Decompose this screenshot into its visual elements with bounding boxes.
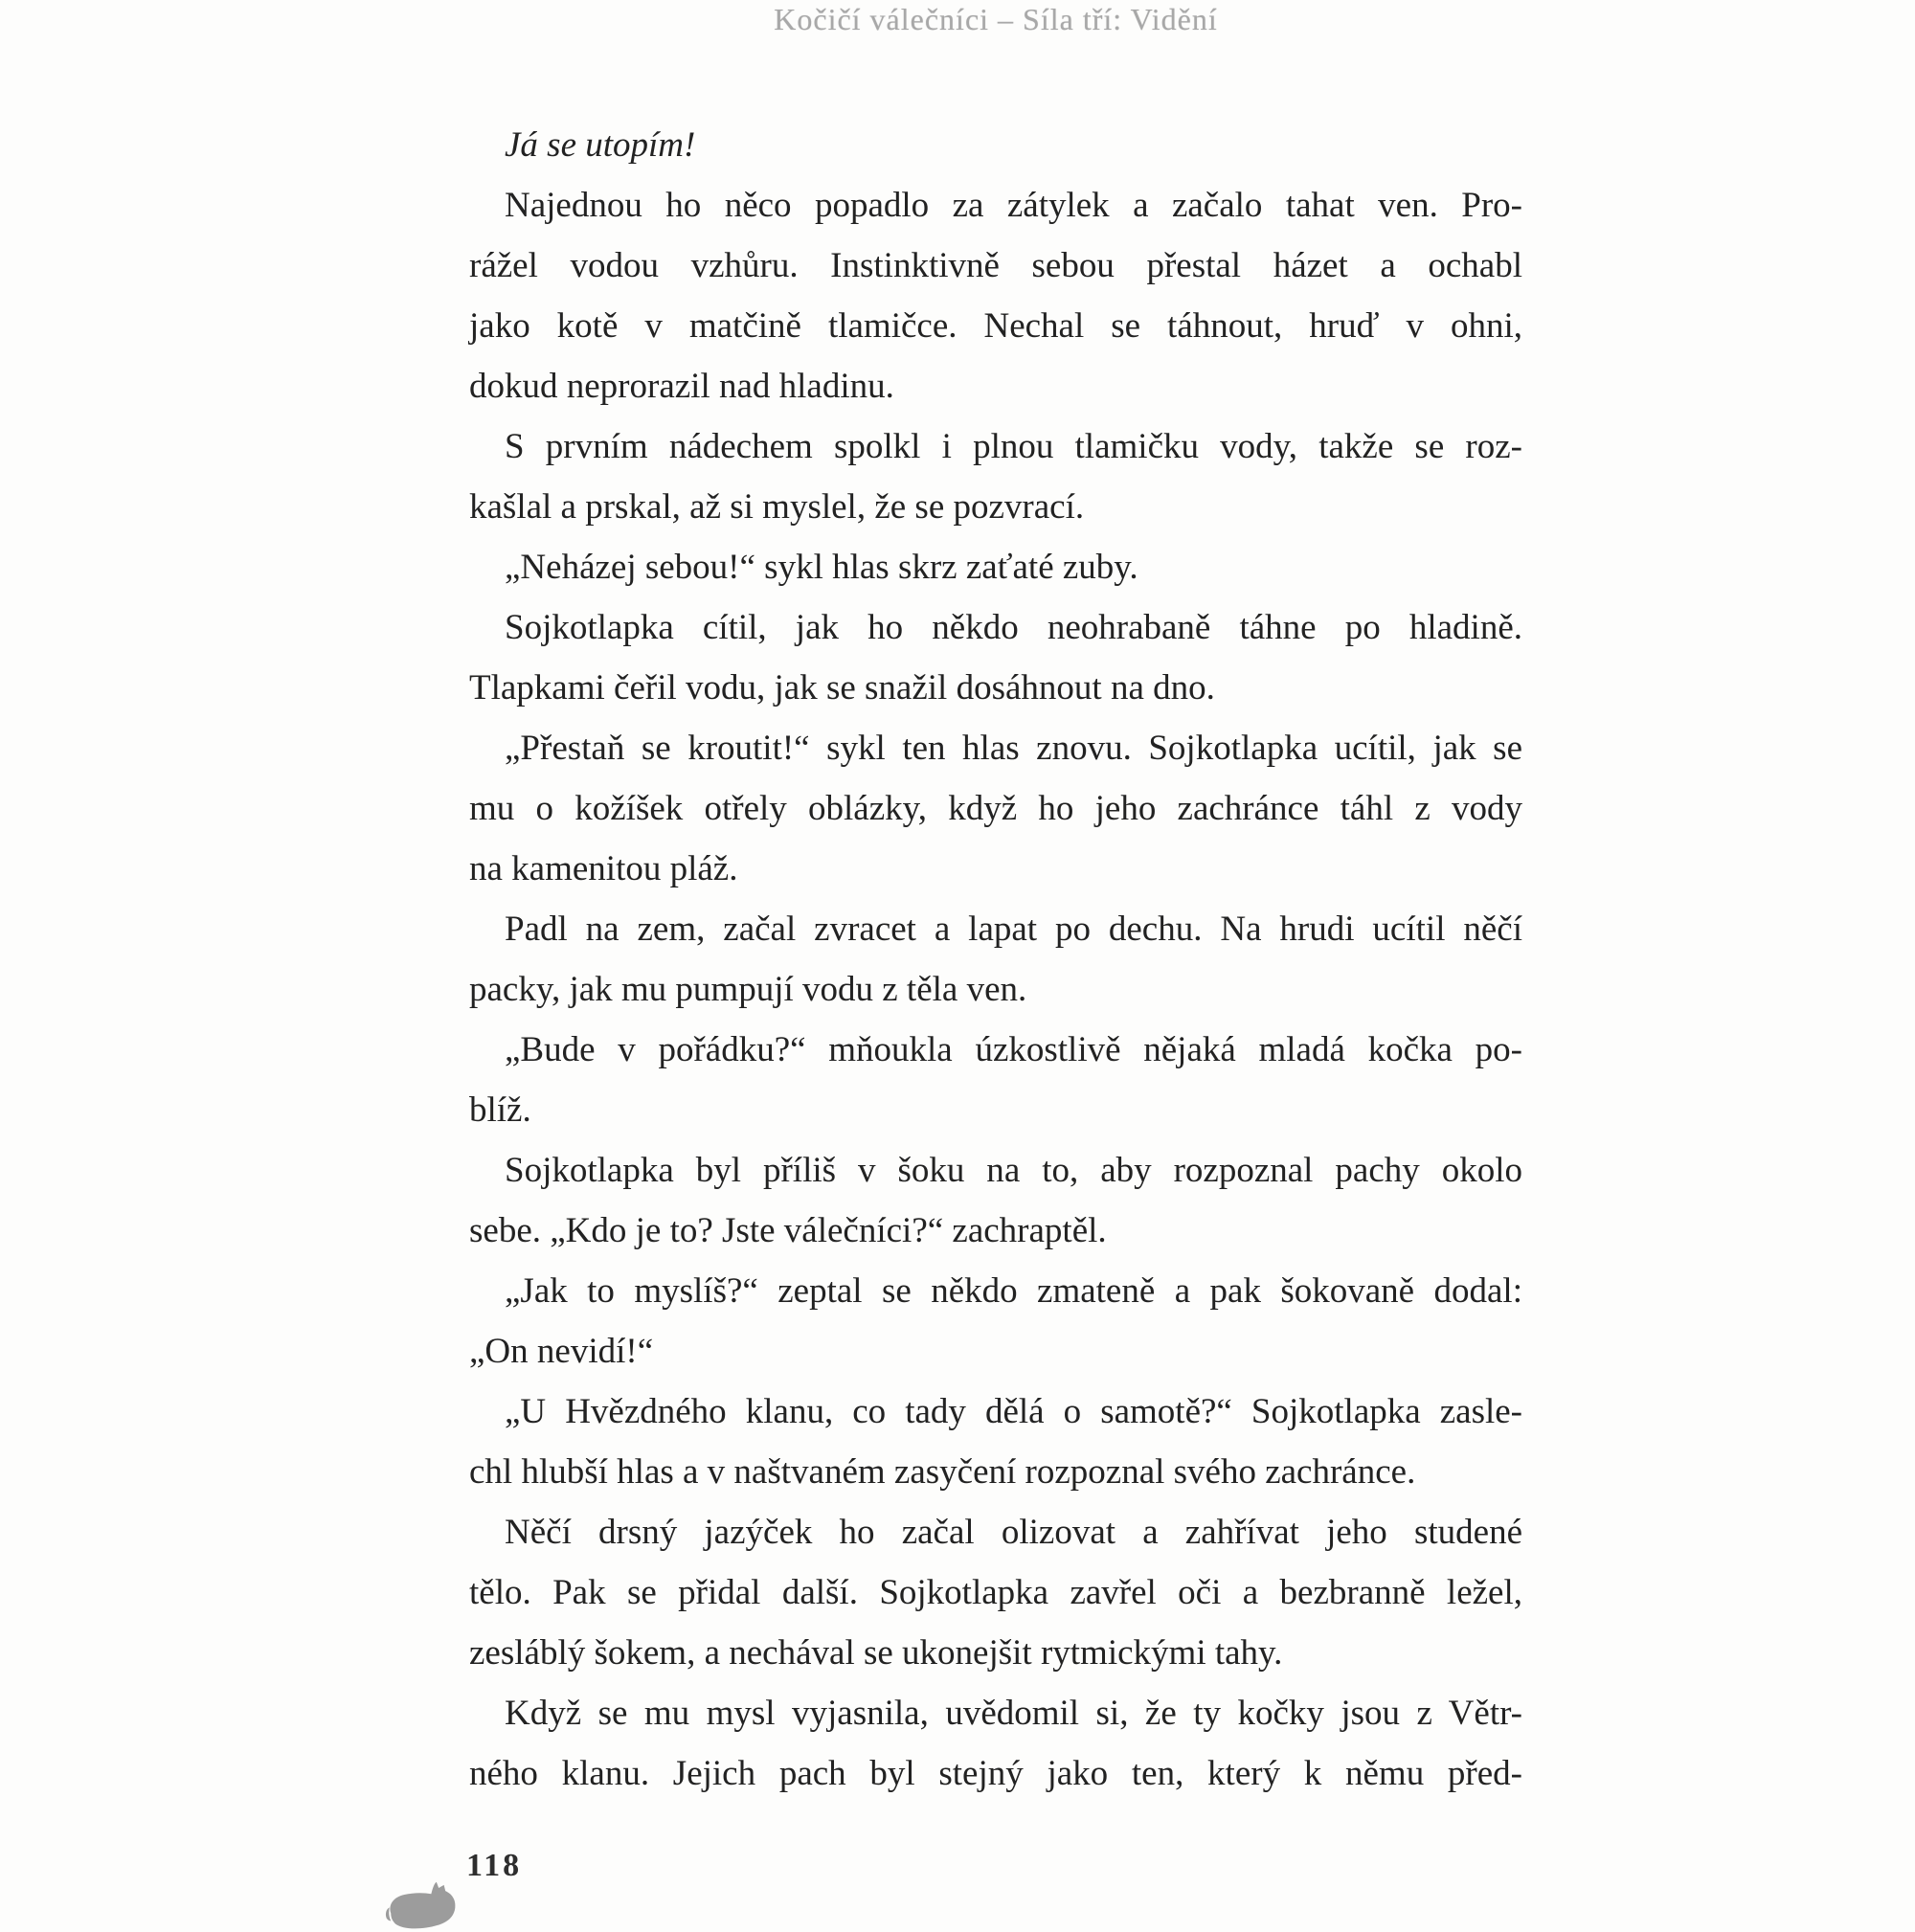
text-line: mu o kožíšek otřely oblázky, když ho jeho zachránce táhl z vody <box>469 789 1522 828</box>
text-line: packy, jak mu pumpují vodu z těla ven. <box>469 970 1027 1009</box>
text-line: „Jak to myslíš?“ zeptal se někdo zmateně a pak šokovaně dodal: <box>505 1271 1522 1311</box>
text-line: dokud neprorazil nad hladinu. <box>469 367 894 406</box>
text-line: Najednou ho něco popadlo za zátylek a začalo tahat ven. Pro- <box>505 186 1522 225</box>
text-line: tělo. Pak se přidal další. Sojkotlapka zavřel oči a bezbranně ležel, <box>469 1573 1522 1612</box>
text-line: Sojkotlapka cítil, jak ho někdo neohrabaně táhne po hladině. <box>505 608 1522 647</box>
text-line: Sojkotlapka byl příliš v šoku na to, aby rozpoznal pachy okolo <box>505 1151 1522 1190</box>
text-line: Tlapkami čeřil vodu, jak se snažil dosáhnout na dno. <box>469 668 1215 708</box>
text-line: „On nevidí!“ <box>469 1332 654 1371</box>
text-line: S prvním nádechem spolkl i plnou tlamičku vody, takže se roz- <box>505 427 1522 466</box>
cat-silhouette-icon <box>385 1875 460 1932</box>
text-line: „U Hvězdného klanu, co tady dělá o samotě?“ Sojkotlapka zasle- <box>505 1392 1522 1431</box>
text-line: „Neházej sebou!“ sykl hlas skrz zaťaté zuby. <box>505 548 1138 587</box>
text-line: kašlal a prskal, až si myslel, že se pozvrací. <box>469 487 1085 527</box>
text-line: rážel vodou vzhůru. Instinktivně sebou přestal házet a ochabl <box>469 246 1522 285</box>
text-line: ného klanu. Jejich pach byl stejný jako ten, který k němu před- <box>469 1754 1522 1793</box>
text-line: na kamenitou pláž. <box>469 849 738 888</box>
text-line: Něčí drsný jazýček ho začal olizovat a zahřívat jeho studené <box>505 1513 1522 1552</box>
text-block <box>469 115 1522 1804</box>
text-line: „Bude v pořádku?“ mňoukla úzkostlivě nějaká mladá kočka po- <box>505 1030 1522 1069</box>
text-line: Já se utopím! <box>505 125 696 165</box>
text-line: Padl na zem, začal zvracet a lapat po dechu. Na hrudi ucítil něčí <box>505 910 1522 949</box>
cat-silhouette-shape <box>386 1882 455 1929</box>
text-line: sebe. „Kdo je to? Jste válečníci?“ zachraptěl. <box>469 1211 1107 1250</box>
text-line: chl hlubší hlas a v naštvaném zasyčení rozpoznal svého zachránce. <box>469 1452 1416 1492</box>
text-line: „Přestaň se kroutit!“ sykl ten hlas znovu. Sojkotlapka ucítil, jak se <box>505 729 1522 768</box>
page-number: 118 <box>466 1848 523 1883</box>
text-line: Když se mu mysl vyjasnila, uvědomil si, že ty kočky jsou z Větr- <box>505 1694 1522 1733</box>
text-line: zesláblý šokem, a nechával se ukonejšit rytmickými tahy. <box>469 1633 1283 1673</box>
text-line: jako kotě v matčině tlamičce. Nechal se táhnout, hruď v ohni, <box>469 306 1522 346</box>
text-line: blíž. <box>469 1090 531 1130</box>
running-header: Kočičí válečníci – Síla tří: Vidění <box>774 2 1218 36</box>
